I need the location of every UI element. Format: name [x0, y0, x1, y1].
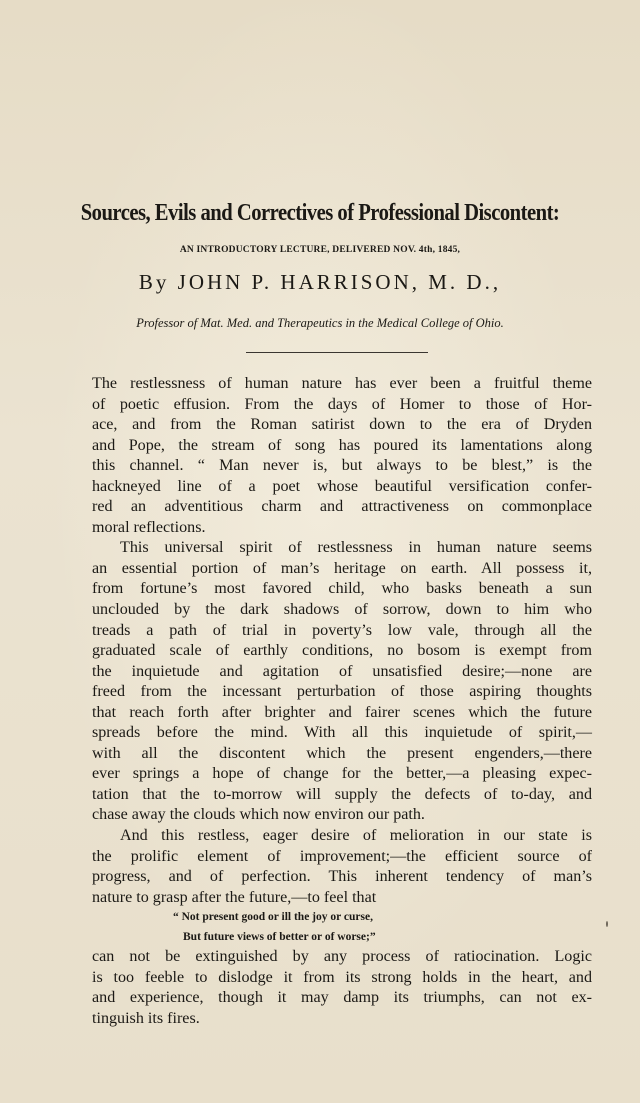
- text-line: ace, and from the Roman satirist down to the era of Dryden: [92, 416, 592, 434]
- text-line: spreads before the mind. With all this inquietude of spirit,—: [92, 724, 592, 742]
- text-line: ever springs a hope of change for the better,—a pleasing expec-: [92, 765, 592, 783]
- author-position: Professor of Mat. Med. and Therapeutics in the Medical College of Ohio.: [136, 316, 504, 330]
- author-line: [0, 270, 640, 295]
- text-line: the prolific element of improvement;—the efficient source of: [92, 847, 592, 865]
- text-line: red an adventitious charm and attractiveness on commonplace: [92, 498, 592, 516]
- text-line: can not be extinguished by any process of ratiocination. Logic: [92, 948, 592, 966]
- author-by: By: [138, 270, 170, 294]
- text-line: with all the discontent which the present engenders,—there: [92, 744, 592, 762]
- text-line: hackneyed line of a poet whose beautiful versification confer-: [92, 477, 592, 495]
- text-line: graduated scale of earthly conditions, no bosom is exempt from: [92, 642, 592, 660]
- quote-line: But future views of better or of worse;”: [183, 930, 376, 943]
- text-line: this channel. “ Man never is, but always to be blest,” is the: [92, 457, 592, 475]
- text-line: And this restless, eager desire of melioration in our state is: [120, 827, 592, 845]
- text-line: progress, and of perfection. This inherent tendency of man’s: [92, 868, 592, 886]
- text-line: freed from the incessant perturbation of those aspiring thoughts: [92, 683, 592, 701]
- text-line: nature to grasp after the future,—to feel that: [92, 888, 377, 906]
- lecture-body: [92, 374, 592, 1029]
- section-divider: [246, 352, 428, 353]
- paper-speck: [606, 921, 608, 927]
- text-line: that reach forth after brighter and fairer scenes which the future: [92, 703, 592, 721]
- text-line: This universal spirit of restlessness in human nature seems: [120, 539, 592, 557]
- text-line: The restlessness of human nature has ever been a fruitful theme: [92, 375, 592, 392]
- text-line: tinguish its fires.: [92, 1009, 200, 1027]
- text-line: of poetic effusion. From the days of Homer to those of Hor-: [92, 395, 592, 413]
- author-name: JOHN P. HARRISON, M. D.,: [177, 270, 502, 294]
- quote-line: “ Not present good or ill the joy or curse,: [173, 911, 373, 924]
- text-line: tation that the to-morrow will supply the defects of to-day, and: [92, 785, 592, 803]
- text-line: the inquietude and agitation of unsatisfied desire;—none are: [92, 662, 592, 680]
- text-line: an essential portion of man’s heritage on earth. All possess it,: [92, 559, 592, 577]
- lecture-subtitle: AN INTRODUCTORY LECTURE, DELIVERED NOV. 4th, 1845,: [179, 245, 461, 255]
- text-line: chase away the clouds which now environ our path.: [92, 806, 425, 824]
- text-line: and Pope, the stream of song has poured its lamentations along: [92, 436, 592, 454]
- text-line: is too feeble to dislodge it from its strong holds in the heart, and: [92, 968, 592, 986]
- text-line: unclouded by the dark shadows of sorrow, down to him who: [92, 601, 592, 619]
- text-line: treads a path of trial in poverty’s low vale, through all the: [92, 621, 592, 639]
- text-line: from fortune’s most favored child, who basks beneath a sun: [92, 580, 592, 598]
- text-line: and experience, though it may damp its triumphs, can not ex-: [92, 989, 592, 1007]
- lecture-title: Sources, Evils and Correctives of Professional Discontent:: [80, 200, 560, 226]
- text-line: moral reflections.: [92, 518, 206, 536]
